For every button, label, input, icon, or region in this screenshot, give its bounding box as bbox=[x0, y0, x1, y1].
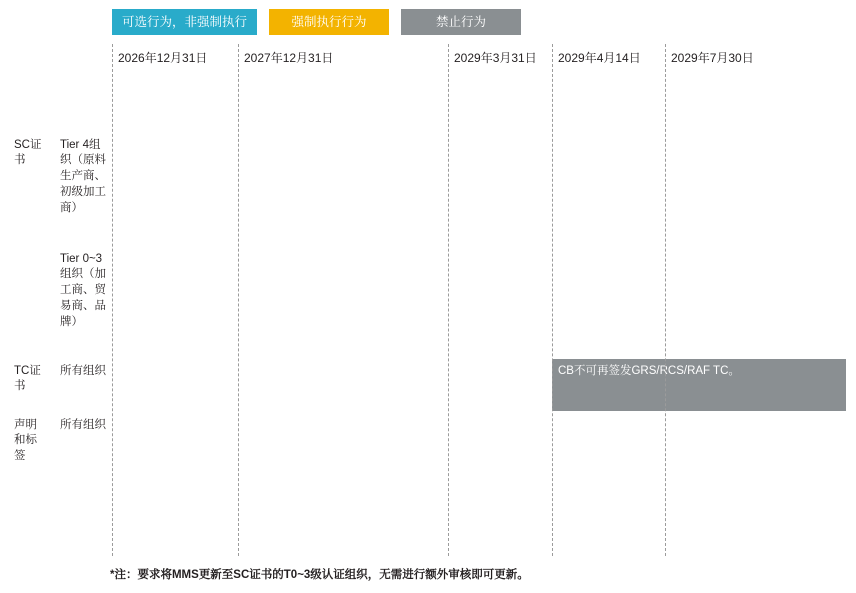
date-header-2: 2027年12月31日 bbox=[238, 44, 448, 75]
cell-tier4-rcs-renewal: 获得RCS认证的组织如果不打算过渡到MMS，则2027年12月31日后不再有资格进行RCS续证。 bbox=[238, 179, 448, 247]
table-header-row bbox=[8, 44, 846, 75]
rowhead-claims-all-orgs: 所有组织 bbox=[54, 413, 112, 591]
cell-legacy-claim-restricted: GRS/RCS/RAF声明的新申请无法被批准，已被批准的声明不可再用于打印新吊牌。为避免浪费，已打印的声明可以使用直到用完。若要继续使用声明，请在2029年7月30日之前提交新的MMS声明申请。 bbox=[448, 533, 846, 591]
header-spacer-1 bbox=[8, 44, 54, 75]
cell-mms-standard-enforced-cont bbox=[448, 75, 846, 131]
cell-tc-issue-allowed: 若客户提交完整且有效的TC申请，CB可为其签发GRS/RCS/RAF TC。 bbox=[112, 359, 448, 411]
cell-mms-standard-effective: MMS标准生效 bbox=[112, 75, 238, 131]
date-header-5: 2029年7月30日 bbox=[665, 44, 846, 75]
cell-mms-claim-allowed: 若持有MMS证书，可以申请并使用MMS声明。 bbox=[112, 471, 448, 533]
row-sc-tier03-claims bbox=[8, 247, 846, 303]
footnote: *注：要求将MMS更新至SC证书的T0~3级认证组织，无需进行额外审核即可更新。 bbox=[110, 569, 529, 581]
cell-all-claims-must-mms: 所有产品声明都必须为MMS标准，若要使用MMS声明，必须使用MMS认证。 bbox=[665, 471, 846, 533]
rowhead-tc-certificate: TC证书 bbox=[8, 359, 54, 411]
cell-mms-claim-allowed-cont bbox=[448, 471, 665, 533]
cell-tc-issue-prohibited: CB不可再签发GRS/RCS/RAF TC。 bbox=[552, 359, 846, 411]
cell-tier03-recommend-mms: 若要使用MMS声明，宜使用MMS认证*。 bbox=[112, 247, 238, 303]
legend-item-mandatory: 强制执行行为 bbox=[269, 9, 389, 35]
row-sc-tier03-revocation bbox=[8, 303, 846, 357]
cell-tier03-blue-continued bbox=[112, 303, 238, 357]
cell-mm-policy-effective: Materials Matter声明和标签政策生效 bbox=[112, 413, 448, 471]
legend bbox=[112, 9, 521, 35]
cell-tier03-must-ccs: 必须使用CCS认证 bbox=[448, 247, 846, 303]
cell-tier4-must-mms-cont bbox=[448, 133, 846, 179]
rowhead-claims-labels: 声明和标签 bbox=[8, 413, 54, 591]
row-tc-certificate bbox=[8, 359, 846, 411]
legend-item-optional: 可选行为，非强制执行 bbox=[112, 9, 257, 35]
row-sc-tier4-cert bbox=[8, 133, 846, 179]
date-header-1: 2026年12月31日 bbox=[112, 44, 238, 75]
matrix-grid bbox=[8, 44, 846, 590]
row-standard-effective bbox=[8, 75, 846, 131]
rowhead-empty-b bbox=[54, 75, 112, 131]
cell-tier4-rcs-raf-revoked: 所有剩余的RCS/RAF SC将被撤销。 bbox=[448, 179, 846, 247]
rowhead-tier4: Tier 4组织（原料生产商、初级加工商） bbox=[54, 133, 112, 247]
date-header-3: 2029年3月31日 bbox=[448, 44, 552, 75]
cell-mm-policy-effective-cont bbox=[448, 413, 665, 471]
row-sc-tier4-rmdf bbox=[8, 179, 846, 247]
cell-tier03-certs-revoked: 所有剩余的GRS/RCS/RAF证书将被撤销。如果是包含GRS/RCS/RAF和其他标准的多标准证书，GRS/RCS/RAF标准将从多标准证书中去除。 bbox=[448, 303, 846, 357]
cell-tier03-renewal-once: 持有GRS/RCS/RAF证书的组织可以申请一次GRS/RCS/RAF的续证。 bbox=[238, 247, 448, 303]
rowhead-tc-all-orgs: 所有组织 bbox=[54, 359, 112, 411]
row-labels-policy bbox=[8, 413, 846, 471]
cell-tier03-blue-continued-2 bbox=[238, 303, 448, 357]
cell-mm-policy-enforced: Materials Matter声明和标签政策强制执行 bbox=[665, 413, 846, 471]
cell-tier4-recommend-mms: 宜使用MMS认证 bbox=[112, 133, 238, 179]
cell-tier4-must-mms: 必须使用MMS认证 bbox=[238, 133, 448, 179]
matrix-table bbox=[8, 44, 846, 590]
header-spacer-2 bbox=[54, 44, 112, 75]
date-header-4: 2029年4月14日 bbox=[552, 44, 665, 75]
rowhead-empty-a bbox=[8, 75, 54, 131]
rowhead-tier03: Tier 0~3组织（加工商、贸易商、品牌） bbox=[54, 247, 112, 357]
cell-legacy-claim-allowed: 持有GRS/RCS/RAF证书的组织仍可在证书有效期内申请GRS/RCS/RAF声明。 bbox=[112, 533, 448, 591]
cell-mms-standard-enforced: MMS标准强制执行 bbox=[238, 75, 448, 131]
legend-item-prohibited: 禁止行为 bbox=[401, 9, 521, 35]
rowhead-sc-certificate: SC证书 bbox=[8, 133, 54, 357]
row-labels-mms-claim bbox=[8, 471, 846, 533]
cell-tier4-rmdf: GRS和RCS回收商强制使用RMDF。 bbox=[112, 179, 238, 247]
cell-tc-empty bbox=[448, 359, 552, 411]
